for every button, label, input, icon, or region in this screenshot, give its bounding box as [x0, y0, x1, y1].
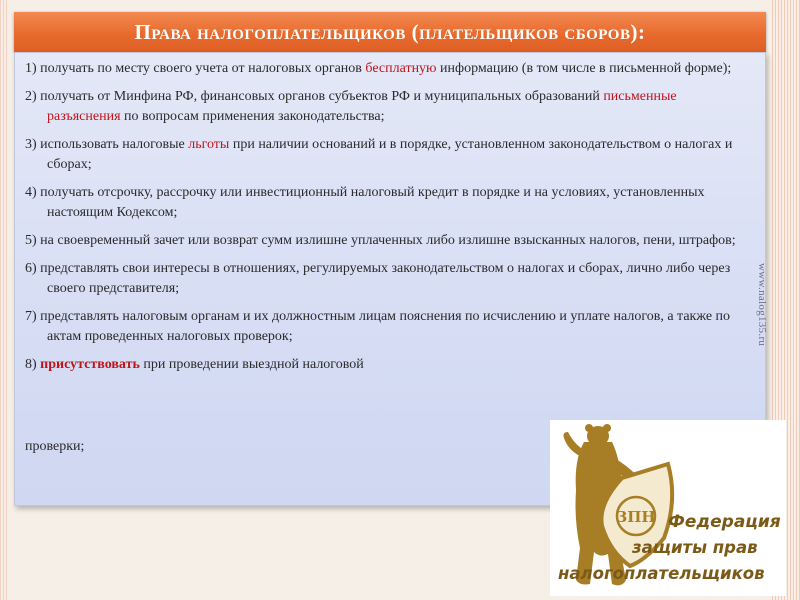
slide-title: Права налогоплательщиков (плательщиков сборов): [134, 19, 646, 44]
title-bar [14, 12, 766, 52]
rights-item-5 [25, 231, 745, 251]
rights-item-2 [25, 87, 745, 127]
rights-text: 4) получать отсрочку, рассрочку или инвестиционный налоговый кредит в порядке и на условиях, установленных настоящим Кодексом; [25, 185, 705, 220]
logo-line-1: Федерация [668, 512, 781, 532]
rights-text: при наличии оснований и в порядке, установленном законодательством о налогах и сборах; [47, 137, 733, 172]
rights-list [25, 59, 745, 383]
highlight-term: письменные разъяснения [47, 89, 677, 124]
rights-text: 8) [25, 357, 41, 372]
rights-item-tail: проверки; [25, 439, 85, 454]
rights-item-1 [25, 59, 745, 79]
rights-text: 5) на своевременный зачет или возврат сумм излишне уплаченных либо излишне взысканных налогов, пени, штрафов; [25, 233, 736, 248]
rights-text: 3) использовать налоговые [25, 137, 189, 152]
rights-item-6 [25, 259, 745, 299]
side-url: www.nalog135.ru [756, 263, 768, 347]
rights-text: 7) представлять налоговым органам и их должностным лицам пояснения по исчислению и уплате налогов, а также по актам проведенных налоговых проверок; [25, 309, 731, 344]
logo-line-2: защиты прав [632, 538, 758, 557]
rights-text: 6) представлять свои интересы в отношениях, регулируемых законодательством о налогах и сборах, лично либо через своего представителя; [25, 261, 731, 296]
left-decor-strip [0, 0, 8, 600]
rights-text: 1) получать по месту своего учета от налоговых органов [25, 61, 366, 76]
highlight-term: льготы [188, 137, 230, 152]
rights-text: по вопросам применения законодательства; [120, 109, 385, 124]
emblem-text: ЗПН [616, 508, 656, 526]
highlight-term: бесплатную [365, 61, 437, 76]
logo-line-3: налогоплательщиков [558, 564, 765, 583]
logo-panel [550, 420, 786, 596]
rights-text: 2) получать от Минфина РФ, финансовых органов субъектов РФ и муниципальных образований [25, 89, 604, 104]
rights-text: при проведении выездной налоговой [139, 357, 364, 372]
rights-item-4 [25, 183, 745, 223]
rights-item-8 [25, 355, 745, 375]
highlight-term: присутствовать [40, 357, 140, 372]
rights-text: информацию (в том числе в письменной форме); [436, 61, 732, 76]
rights-item-3 [25, 135, 745, 175]
rights-item-7 [25, 307, 745, 347]
